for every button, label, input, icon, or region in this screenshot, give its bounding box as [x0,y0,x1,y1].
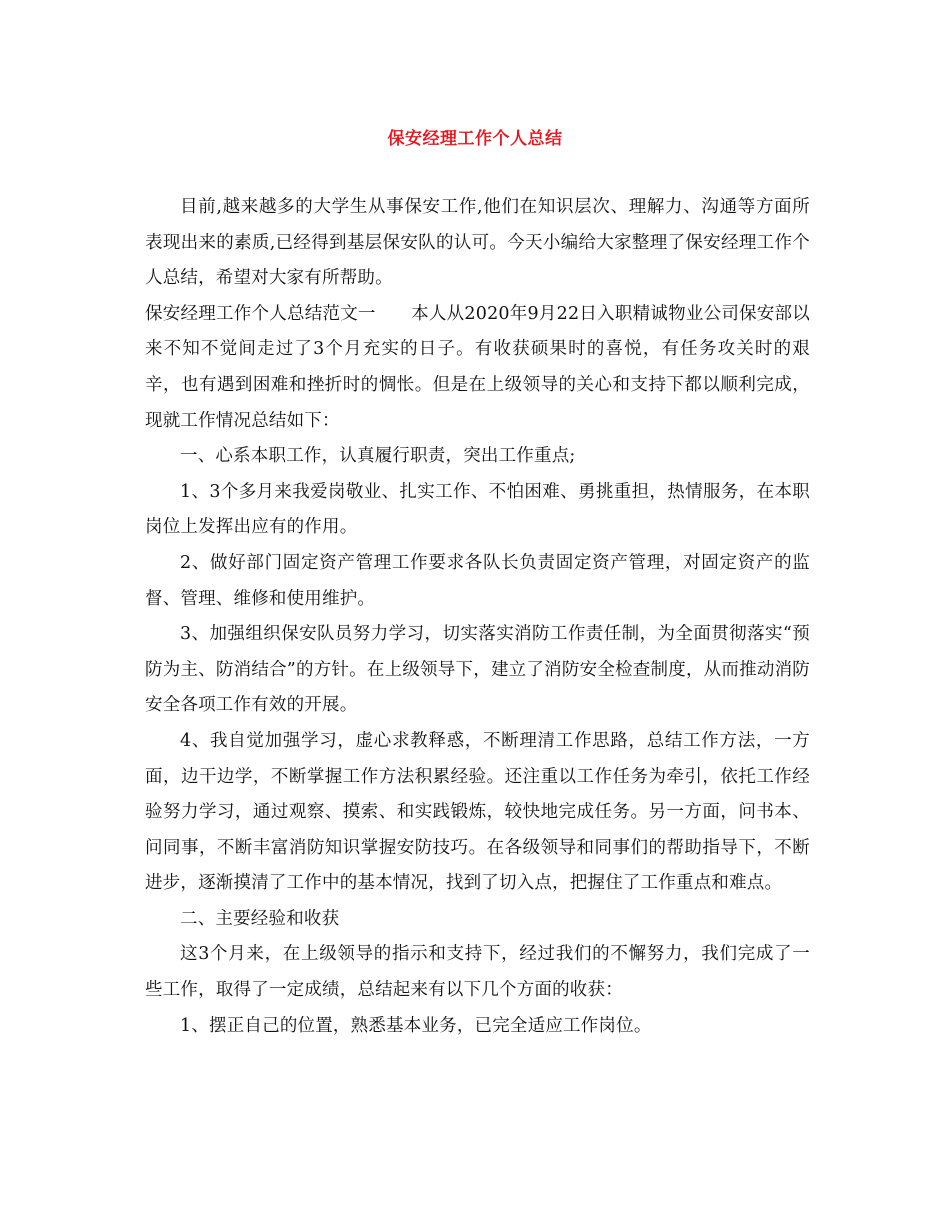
paragraph-intro: 目前,越来越多的大学生从事保安工作,他们在知识层次、理解力、沟通等方面所表现出来的素质,已经得到基层保安队的认可。今天小编给大家整理了保安经理工作个人总结，希望对大家有所帮助。 [145,197,810,289]
document-body [145,190,810,1044]
document-title: 保安经理工作个人总结 [387,129,563,149]
paragraph-section-one-heading: 一、心系本职工作，认真履行职责，突出工作重点; [180,446,576,467]
paragraph-section-two-item-1: 1、摆正自己的位置，熟悉基本业务，已完全适应工作岗位。 [180,1015,652,1036]
paragraph-section-two-intro: 这3个月来，在上级领导的指示和支持下，经过我们的不懈努力，我们完成了一些工作，取得了一定成绩，总结起来有以下几个方面的收获： [145,944,810,1001]
paragraph-sample-heading: 保安经理工作个人总结范文一 本人从2020年9月22日入职精诚物业公司保安部以来不知不觉间走过了3个月充实的日子。有收获硕果时的喜悦，有任务攻关时的艰辛，也有遇到困难和挫折时的惆怅。但是在上级领导的关心和支持下都以顺利完成，现就工作情况总结如下： [145,303,810,431]
paragraph-item-1: 1、3个多月来我爱岗敬业、扎实工作、不怕困难、勇挑重担，热情服务，在本职岗位上发挥出应有的作用。 [145,481,810,538]
paragraph-section-two-heading: 二、主要经验和收获 [180,908,340,929]
paragraph-item-3: 3、加强组织保安队员努力学习，切实落实消防工作责任制，为全面贯彻落实“预防为主、防消结合”的方针。在上级领导下，建立了消防安全检查制度，从而推动消防安全各项工作有效的开展。 [145,624,810,716]
paragraph-item-2: 2、做好部门固定资产管理工作要求各队长负责固定资产管理，对固定资产的监督、管理、维修和使用维护。 [145,552,810,609]
paragraph-item-4: 4、我自觉加强学习，虚心求教释惑，不断理清工作思路，总结工作方法，一方面，边干边学，不断掌握工作方法积累经验。还注重以工作任务为牵引，依托工作经验努力学习，通过观察、摸索、和实践锻炼，较快地完成任务。另一方面，问书本、问同事，不断丰富消防知识掌握安防技巧。在各级领导和同事们的帮助指导下，不断进步，逐渐摸清了工作中的基本情况，找到了切入点，把握住了工作重点和难点。 [145,730,810,894]
